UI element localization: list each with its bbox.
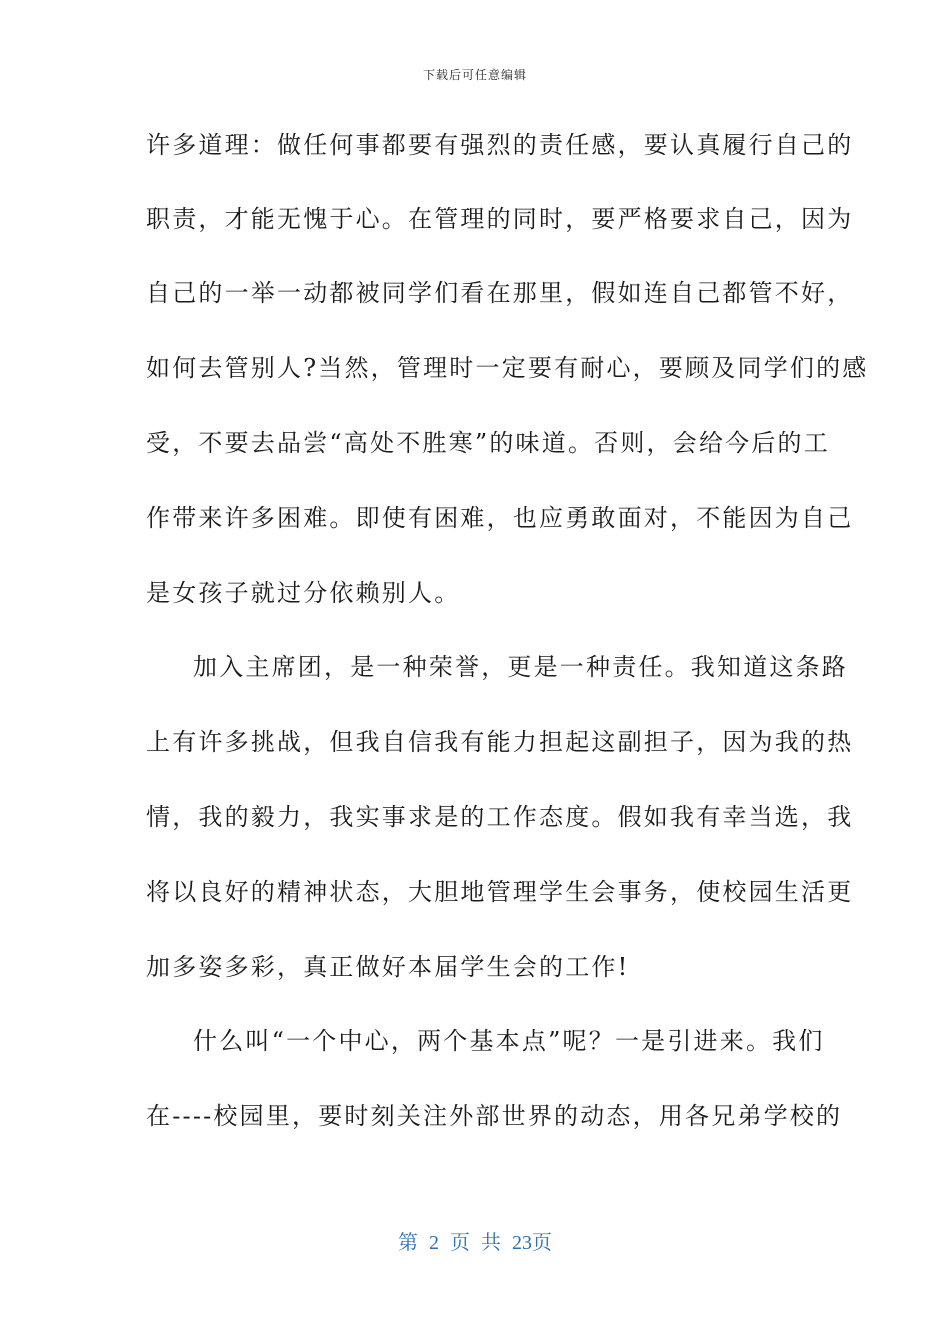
text-line: 是女孩子就过分依赖别人。 — [146, 579, 461, 607]
paragraph-first-line: 什么叫“一个中心，两个基本点”呢？一是引进来。我们 — [193, 1027, 825, 1055]
text-line: 将以良好的精神状态，大胆地管理学生会事务，使校园生活更 — [146, 878, 854, 906]
text-line: 情，我的毅力，我实事求是的工作态度。假如我有幸当选，我 — [146, 803, 854, 831]
text-line: 如何去管别人?当然，管理时一定要有耐心，要顾及同学们的感 — [146, 354, 869, 382]
text-line: 自己的一举一动都被同学们看在那里，假如连自己都管不好， — [146, 279, 854, 307]
text-line: 在----校园里，要时刻关注外部世界的动态，用各兄弟学校的 — [146, 1102, 843, 1130]
page-number: 第 2 页 共 23页 — [398, 1232, 552, 1254]
text-line: 加多姿多彩，真正做好本届学生会的工作! — [146, 953, 630, 981]
text-line: 职责，才能无愧于心。在管理的同时，要严格要求自己，因为 — [146, 205, 854, 233]
text-line: 作带来许多困难。即使有困难，也应勇敢面对，不能因为自己 — [146, 504, 854, 532]
paragraph-first-line: 加入主席团，是一种荣誉，更是一种责任。我知道这条路 — [193, 653, 848, 681]
text-line: 许多道理：做任何事都要有强烈的责任感，要认真履行自己的 — [146, 131, 854, 159]
text-line: 受，不要去品尝“高处不胜寒”的味道。否则，会给今后的工 — [146, 429, 830, 457]
header-note: 下载后可任意编辑 — [422, 68, 527, 82]
text-line: 上有许多挑战，但我自信我有能力担起这副担子，因为我的热 — [146, 728, 854, 756]
